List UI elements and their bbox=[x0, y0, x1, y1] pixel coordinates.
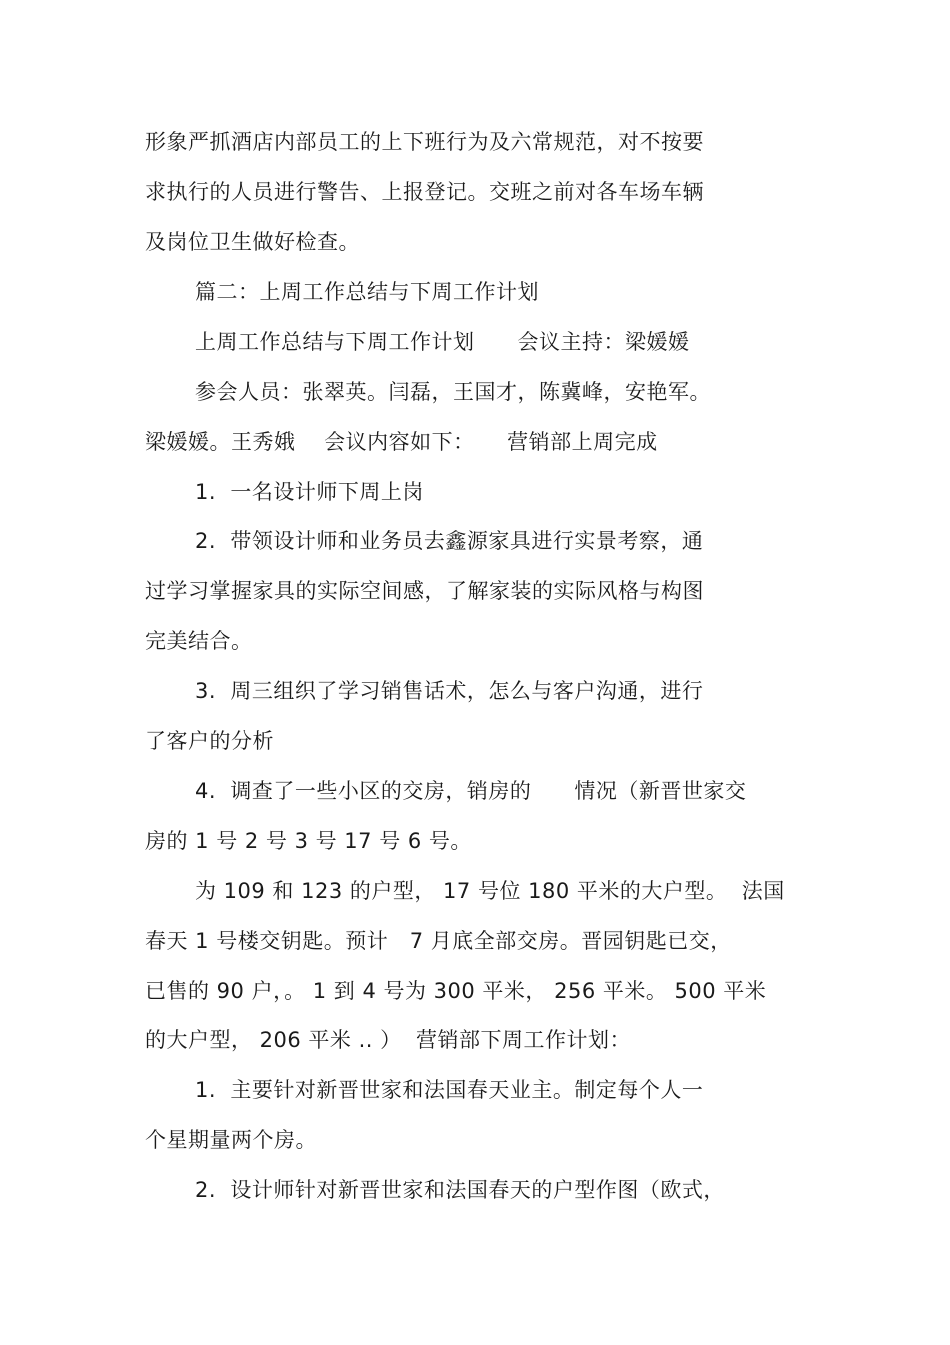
list-item: 2. 带领设计师和业务员去鑫源家具进行实景考察，通 bbox=[195, 529, 704, 553]
text-line: 的大户型， 206 平米 .. ） 营销部下周工作计划： bbox=[145, 1028, 631, 1052]
text-line: 求执行的人员进行警告、上报登记。交班之前对各车场车辆 bbox=[145, 180, 704, 204]
text-line: 梁媛媛。王秀娥 会议内容如下： 营销部上周完成 bbox=[145, 430, 658, 454]
section-heading: 篇二：上周工作总结与下周工作计划 bbox=[195, 280, 539, 304]
text-line: 为 109 和 123 的户型， 17 号位 180 平米的大户型。 法国 bbox=[195, 879, 785, 903]
list-item: 1. 一名设计师下周上岗 bbox=[195, 480, 424, 504]
text-line: 了客户的分析 bbox=[145, 729, 274, 753]
list-item: 4. 调查了一些小区的交房，销房的 情况（新晋世家交 bbox=[195, 779, 747, 803]
text-line: 过学习掌握家具的实际空间感，了解家装的实际风格与构图 bbox=[145, 579, 704, 603]
list-item: 1. 主要针对新晋世家和法国春天业主。制定每个人一 bbox=[195, 1078, 704, 1102]
list-item: 2. 设计师针对新晋世家和法国春天的户型作图（欧式， bbox=[195, 1178, 725, 1202]
text-line: 完美结合。 bbox=[145, 629, 253, 653]
text-line: 参会人员：张翠英。闫磊，王国才，陈冀峰，安艳军。 bbox=[195, 380, 711, 404]
list-item: 3. 周三组织了学习销售话术，怎么与客户沟通，进行 bbox=[195, 679, 704, 703]
text-line: 个星期量两个房。 bbox=[145, 1128, 317, 1152]
text-line: 形象严抓酒店内部员工的上下班行为及六常规范，对不按要 bbox=[145, 130, 704, 154]
text-line: 已售的 90 户，。 1 到 4 号为 300 平米， 256 平米。 500 平米 bbox=[145, 979, 767, 1003]
text-line: 及岗位卫生做好检查。 bbox=[145, 230, 360, 254]
text-line: 春天 1 号楼交钥匙。预计 7 月底全部交房。晋园钥匙已交， bbox=[145, 929, 732, 953]
text-line: 房的 1 号 2 号 3 号 17 号 6 号。 bbox=[145, 829, 472, 853]
text-line: 上周工作总结与下周工作计划 会议主持：梁媛媛 bbox=[195, 330, 690, 354]
